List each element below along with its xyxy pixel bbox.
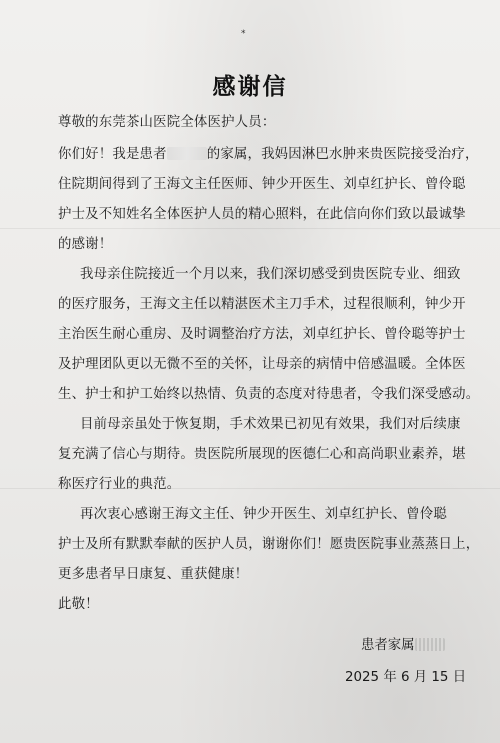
- letter-line: [58, 143, 479, 162]
- letter-title: 感谢信: [212, 74, 288, 100]
- letter-line: 更多患者早日康复、重获健康！: [58, 567, 249, 582]
- letter-line: 我母亲住院接近一个月以来，我们深切感受到贵医院专业、细致: [80, 267, 461, 282]
- paper-fold: [0, 228, 500, 229]
- letter-line: 此敬！: [58, 597, 99, 612]
- letter-line: 护士及不知姓名全体医护人员的精心照料，在此信向你们致以最诚挚: [58, 207, 466, 222]
- letter-line: 及护理团队更以无微不至的关怀，让母亲的病情中倍感温暖。全体医: [58, 357, 466, 372]
- salutation: 尊敬的东莞茶山医院全体医护人员：: [58, 115, 276, 130]
- letter-date: 2025 年 6 月 15 日: [345, 670, 467, 685]
- letter-line: 的感谢！: [58, 237, 113, 252]
- letter-text: 你们好！我是患者: [58, 147, 167, 162]
- signature: [361, 634, 445, 653]
- redacted-name: [167, 147, 207, 160]
- signature-text: 患者家属: [361, 638, 415, 653]
- letter-line: 住院期间得到了王海文主任医师、钟少开医生、刘卓红护长、曾伶聪: [58, 177, 466, 192]
- letter-line: 护士及所有默默奉献的医护人员，谢谢你们！愿贵医院事业蒸蒸日上，: [58, 537, 480, 552]
- letter-line: 生、护士和护工始终以热情、负责的态度对待患者，令我们深受感动。: [58, 387, 480, 402]
- redacted-name: [415, 638, 445, 651]
- top-mark: *: [241, 29, 246, 39]
- letter-line: 主治医生耐心重房、及时调整治疗方法，刘卓红护长、曾伶聪等护士: [58, 327, 466, 342]
- letter-line: 称医疗行业的典范。: [58, 477, 181, 492]
- letter-text: 的家属，我妈因淋巴水肿来贵医院接受治疗，: [206, 147, 479, 162]
- letter-line: 目前母亲虽处于恢复期，手术效果已初见有效果，我们对后续康: [80, 417, 461, 432]
- letter-line: 再次衷心感谢王海文主任、钟少开医生、刘卓红护长、曾伶聪: [80, 507, 447, 522]
- letter-line: 的医疗服务，王海文主任以精湛医术主刀手术，过程很顺利，钟少开: [58, 297, 466, 312]
- letter-line: 复充满了信心与期待。贵医院所展现的医德仁心和高尚职业素养，堪: [58, 447, 466, 462]
